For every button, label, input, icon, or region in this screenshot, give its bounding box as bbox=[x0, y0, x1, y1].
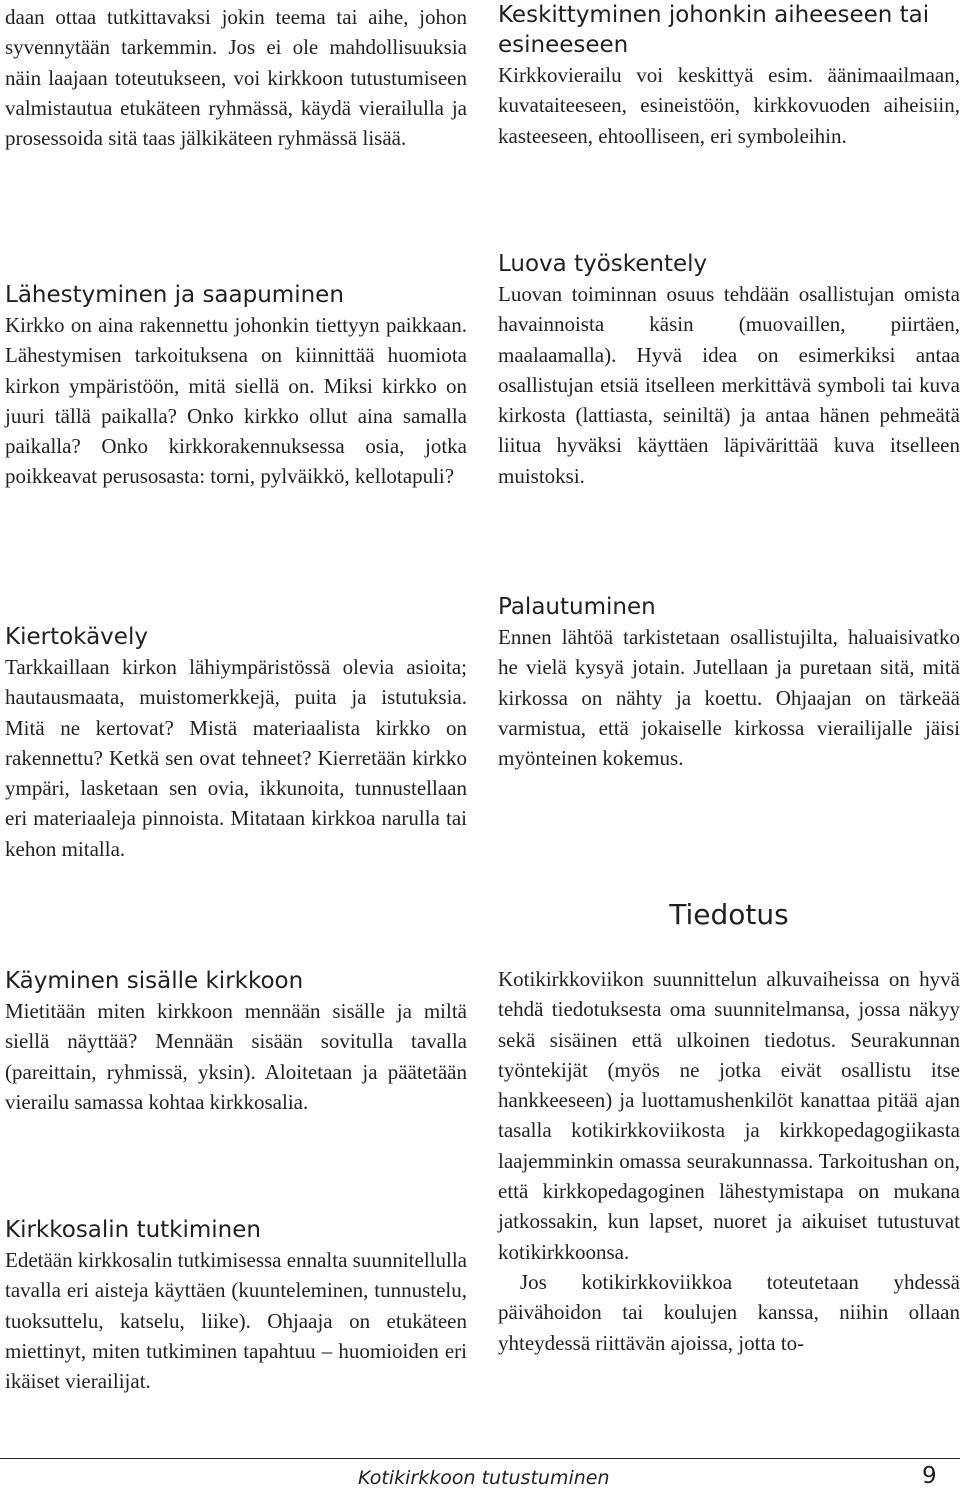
section-kayminen-sisalle bbox=[5, 966, 467, 1117]
section-heading: Lähestyminen ja saapuminen bbox=[5, 282, 344, 308]
section-heading: Palautuminen bbox=[498, 594, 656, 620]
section-heading: Kiertokävely bbox=[5, 624, 148, 650]
page-number: 9 bbox=[922, 1463, 937, 1489]
section-palautuminen bbox=[498, 592, 960, 773]
section-body: Edetään kirkkosalin tutkimisessa ennalta suunnitellulla tavalla eri aisteja käyttäen (kuunteleminen, tunnustelu, tuoksuttelu, katselu, liike). Ohjaaja on etukäteen miettinyt, miten tutkiminen tapahtuu – huomioiden eri ikäiset vierailijat. bbox=[5, 1248, 467, 1394]
section-keskittyminen bbox=[498, 0, 960, 151]
section-tiedotus bbox=[498, 898, 960, 1358]
section-body: Ennen lähtöä tarkistetaan osallistujilta, haluaisivatko he vielä kysyä jotain. Jutellaan ja puretaan sitä, mitä kirkossa on nähty ja koettu. Ohjaajan on tärkeää varmistua, että jokaiselle kirkossa vierailijalle jäisi myönteinen kokemus. bbox=[498, 625, 960, 771]
section-body: Kirkkovierailu voi keskittyä esim. äänimaailmaan, kuvataiteeseen, esineistöön, kirkkovuoden aiheisiin, kasteeseen, ehtoolliseen, eri symboleihin. bbox=[498, 63, 960, 148]
section-body: Mietitään miten kirkkoon mennään sisälle ja miltä siellä näyttää? Mennään sisään sovitulla tavalla (pareittain, ryhmissä, yksin). Aloitetaan ja päätetään vierailu samassa kohtaa kirkkosalia. bbox=[5, 999, 467, 1114]
tiedotus-title: Tiedotus bbox=[669, 898, 789, 931]
footer-divider bbox=[0, 1458, 960, 1459]
intro-section bbox=[5, 2, 467, 153]
section-body: Kirkko on aina rakennettu johonkin tiettyyn paikkaan. Lähestymisen tarkoituksena on kiinnittää huomiota kirkon ympäristöön, mitä siellä on. Miksi kirkko on juuri tällä paikalla? Onko kirkko ollut aina samalla paikalla? Onko kirkkorakennuksessa osia, jotka poikkeavat perusosasta: torni, pylväikkö, kellotapuli? bbox=[5, 313, 467, 489]
section-heading: Käyminen sisälle kirkkoon bbox=[5, 968, 304, 994]
section-lahestyminen bbox=[5, 280, 467, 492]
section-body: Tarkkaillaan kirkon lähiympäristössä olevia asioita; hautausmaata, muistomerkkejä, puita ja istutuksia. Mitä ne kertovat? Mistä materiaalista kirkko on rakennettu? Ketkä sen ovat tehneet? Kierretään kirkko ympäri, lasketaan sen ovia, ikkunoita, tunnustellaan eri materiaaleja pinnoista. Mitataan kirkkoa narulla tai kehon mitalla. bbox=[5, 655, 467, 861]
section-luova-tyoskentely bbox=[498, 249, 960, 491]
section-kirkkosalin-tutkiminen bbox=[5, 1215, 467, 1396]
intro-paragraph: daan ottaa tutkittavaksi jokin teema tai aihe, johon syvennytään tarkemmin. Jos ei ole mahdollisuuksia näin laajaan toteutukseen, voi kirkkoon tutustumiseen valmistautua etukäteen ryhmässä, käydä vierailulla ja prosessoida sitä taas jälkikäteen ryhmässä lisää. bbox=[5, 5, 467, 151]
footer-title: Kotikirkkoon tutustuminen bbox=[358, 1467, 610, 1489]
tiedotus-paragraph: Kotikirkkoviikon suunnittelun alkuvaiheissa on hyvä tehdä tiedotuksesta oma suunnitelmansa, jossa näkyy sekä sisäinen että ulkoinen tiedotus. Seurakunnan työntekijät (myös ne jotka eivät osallistu itse hankkeeseen) ja luottamushenkilöt kanattaa pitää ajan tasalla kotikirkkoviikosta ja kirkkopedagogiikasta laajemminkin omassa seurakunnassa. Tarkoitushan on, että kirkkopedagoginen lähestymistapa on mukana jatkossakin, kun lapset, nuoret ja aikuiset tutustuvat kotikirkkoonsa. bbox=[498, 967, 960, 1264]
section-body: Luovan toiminnan osuus tehdään osallistujan omista havainnoista käsin (muovaillen, piirtäen, maalaamalla). Hyvä idea on esimerkiksi antaa osallistujan etsiä itselleen merkittävä symboli tai kuva kirkosta (lattiasta, seiniltä) ja antaa hänen pehmeätä liitua hyväksi käyttäen läpivärittää kuva itselleen muistoksi. bbox=[498, 282, 960, 488]
section-kiertokavely bbox=[5, 622, 467, 864]
section-heading: Luova työskentely bbox=[498, 251, 708, 277]
section-heading: Keskittyminen johonkin aiheeseen tai esineeseen bbox=[498, 2, 930, 58]
tiedotus-paragraph: Jos kotikirkkoviikkoa toteutetaan yhdessä päivähoidon tai koulujen kanssa, niihin ollaan yhteydessä riittävän ajoissa, jotta to- bbox=[498, 1269, 960, 1355]
section-heading: Kirkkosalin tutkiminen bbox=[5, 1217, 261, 1243]
